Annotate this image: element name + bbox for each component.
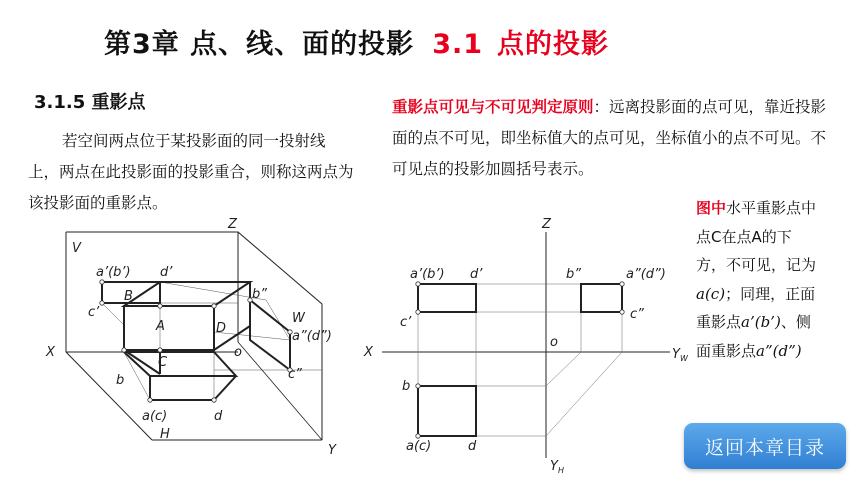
principle-highlight: 重影点可见与不可见判定原则	[392, 98, 594, 116]
label-yw-2d: $Y_W$	[672, 347, 688, 363]
label-a1b1-2d: a’(b’)	[410, 267, 445, 282]
label-d: d	[214, 409, 223, 424]
label-x: X	[46, 345, 55, 360]
principle-text: ：远离投影面的点可见，靠近投影面的点不可见，即坐标值大的点可见，坐标值小的点不可见。不可见点的投影加圆括号表示。	[392, 98, 827, 178]
label-b3: b”	[252, 287, 267, 302]
section-name: 点的投影	[497, 29, 610, 60]
label-c3-2d: c”	[630, 307, 644, 322]
note-part3: 、侧面重影点	[696, 313, 811, 360]
label-w: W	[292, 311, 305, 326]
label-o: o	[234, 345, 242, 360]
definition-paragraph: 若空间两点位于某投影面的同一投射线上，两点在此投影面的投影重合，则称这两点为该投影面的重影点。	[28, 132, 354, 212]
label-b-2d: b	[402, 379, 411, 394]
label-z-2d: Z	[542, 217, 551, 232]
label-d-point: D	[216, 321, 227, 336]
label-b3-2d: b”	[566, 267, 581, 282]
label-y: Y	[328, 443, 336, 458]
back-to-chapter-button[interactable]: 返回本章目录	[684, 423, 846, 469]
label-c3: c”	[288, 367, 302, 382]
label-a1b1: a’(b’)	[96, 265, 131, 280]
label-d1-2d: d’	[470, 267, 483, 282]
principle-paragraph	[392, 92, 832, 185]
label-d1: d’	[160, 265, 173, 280]
label-d-2d: d	[468, 439, 477, 454]
axonometric-figure	[0, 0, 380, 484]
note-highlight: 图中	[696, 199, 727, 217]
figure-note	[696, 194, 820, 365]
label-v: V	[72, 241, 81, 256]
label-z: Z	[228, 217, 237, 232]
note-mark3: a”(d”)	[756, 341, 802, 360]
note-part1: 水平重影点中点C在点A的下方，不可见，记为	[696, 199, 817, 274]
label-a3d3: a”(d”)	[292, 329, 332, 344]
label-c1: c’	[88, 305, 100, 320]
note-part2: ；同理，正面重影点	[696, 284, 816, 331]
label-b-point: B	[124, 289, 133, 304]
label-a-point: A	[156, 319, 165, 334]
subheading: 3.1.5 重影点	[34, 92, 146, 113]
label-b: b	[116, 373, 125, 388]
label-h: H	[160, 427, 170, 442]
label-a3d3-2d: a”(d”)	[626, 267, 666, 282]
note-mark2: a’(b’)	[741, 313, 781, 331]
note-mark1: a(c)	[696, 284, 726, 303]
label-ac: a(c)	[142, 409, 168, 424]
chapter-title: 第3章 点、线、面的投影	[104, 29, 415, 60]
section-number: 3.1	[432, 29, 484, 60]
label-o-2d: o	[550, 335, 558, 350]
label-c-point: C	[158, 355, 168, 370]
label-c1-2d: c’	[400, 315, 412, 330]
label-ac-2d: a(c)	[406, 439, 432, 454]
label-yh-2d: $Y_H$	[550, 459, 564, 475]
label-x-2d: X	[364, 345, 373, 360]
orthographic-figure	[360, 200, 700, 484]
